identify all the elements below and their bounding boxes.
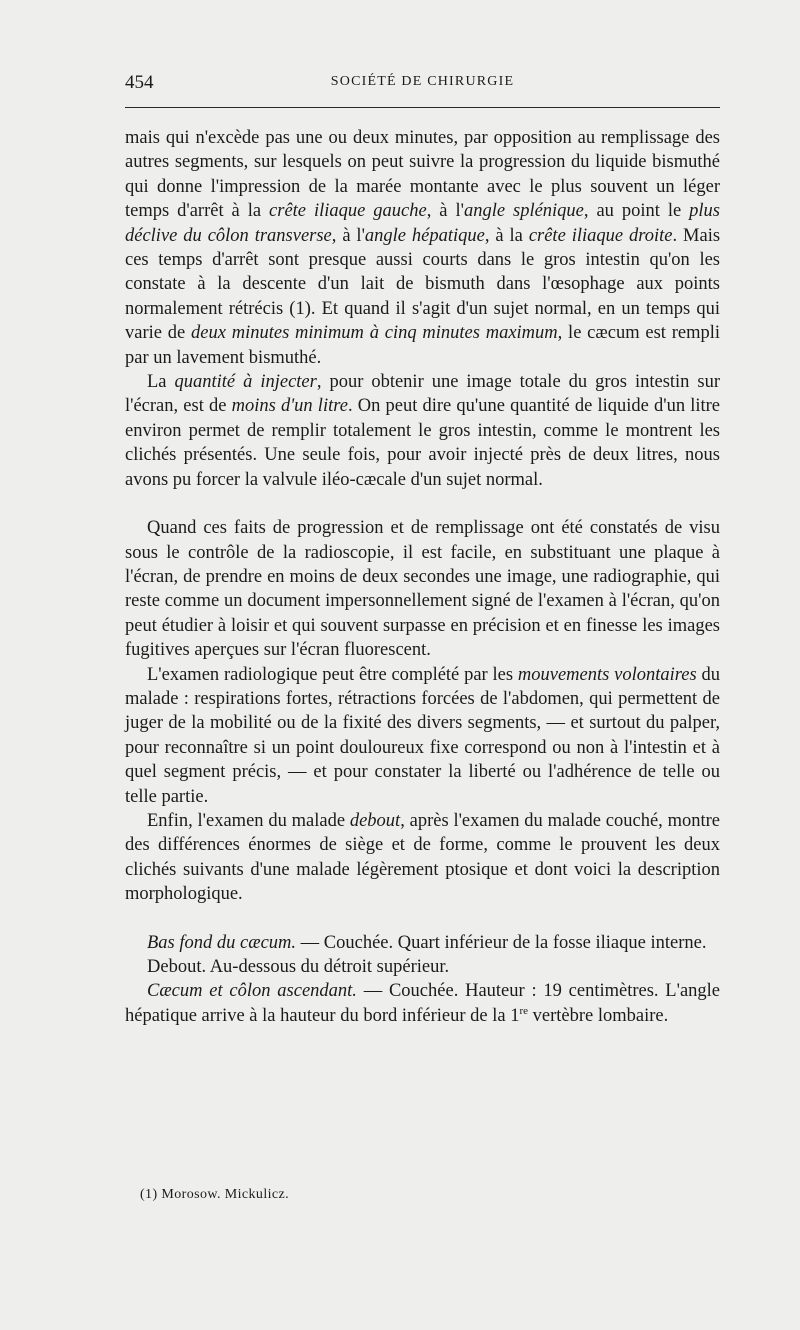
ordinal-suffix: re bbox=[519, 1004, 529, 1017]
text-span: , le cæcum est rempli par un lavement bismuthé. bbox=[125, 323, 720, 368]
italic-heading: Bas fond du cæcum. bbox=[147, 932, 297, 953]
running-title: SOCIÉTÉ DE CHIRURGIE bbox=[330, 74, 515, 89]
paragraph-7: Debout. Au-dessous du détroit supérieur. bbox=[147, 957, 450, 977]
paragraph-8 bbox=[125, 979, 720, 1028]
text-span: , à l' bbox=[426, 201, 464, 222]
text-span: mais qui n'excède pas une ou deux minutes, par opposition au remplissage des autres segments, sur lesquels on peut suivre la progression du liquide bismuthé qui donne l'impression de la marée montante avec le plus souvent un léger temps d'arrêt à la bbox=[125, 128, 720, 222]
text-span: . On peut dire qu'une quantité de liquide d'un litre environ permet de remplir totalement le gros intestin, comme le montrent les clichés présentés. Une seule fois, pour avoir injecté près de deux litres, nous avons pu forcer la valvule iléo-cæcale d'un sujet normal. bbox=[125, 396, 721, 490]
italic-term: deux minutes minimum à cinq minutes maximum bbox=[191, 323, 558, 344]
text-span: , à l' bbox=[331, 225, 365, 246]
text-span: — Couchée. Hauteur : 19 centimètres. L'angle hépatique arrive à la hauteur du bord inférieur de la bbox=[125, 981, 721, 1026]
paragraph-2 bbox=[125, 370, 720, 492]
italic-term: debout bbox=[349, 810, 401, 831]
text-span: Enfin, l'examen du malade bbox=[147, 810, 350, 831]
paragraph-5 bbox=[125, 809, 720, 907]
text-span: La bbox=[147, 372, 175, 393]
italic-term: crête iliaque droite bbox=[528, 225, 673, 246]
italic-term: mouvements volontaires bbox=[517, 664, 697, 685]
italic-term: angle splénique bbox=[463, 201, 584, 222]
text-span: . Mais ces temps d'arrêt sont presque aussi courts dans le gros intestin qu'on les constate à la descente d'un lait de bismuth dans l'œsophage aux points normalement rétrécis (1). Et quand il s'agit d'un sujet normal, en un temps qui varie de bbox=[125, 225, 721, 344]
italic-term: plus déclive du côlon transverse bbox=[125, 201, 720, 246]
paragraph-3: Quand ces faits de progression et de remplissage ont été constatés de visu sous le contrôle de la radioscopie, il est facile, en substituant une plaque à l'écran, de prendre en moins de deux secondes une image, une radiographie, qui reste comme un document impersonnellement signé de l'examen à l'écran, qu'on peut étudier à loisir et qui souvent surpasse en précision et en finesse les images fugitives aperçues sur l'écran fluorescent. bbox=[125, 518, 720, 661]
text-span: , après l'examen du malade couché, montre des différences énormes de siège et de forme, comme le prouvent les deux clichés suivants d'une malade légèrement ptosique et dont voici la description morphologique. bbox=[125, 810, 720, 905]
paragraph-6 bbox=[125, 931, 720, 955]
italic-term: quantité à injecter bbox=[174, 372, 317, 393]
text-span: , au point le bbox=[583, 201, 690, 222]
text-span: — Couchée. Quart inférieur de la fosse iliaque interne. bbox=[296, 932, 707, 953]
text-span: du malade : respirations fortes, rétractions forcées de l'abdomen, qui permettent de juger de la mobilité ou de la fixité des divers segments, — et surtout du palper, pour reconnaître si un point douloureux fixe correspond ou non à l'intestin et à quel segment précis, — et pour constater la liberté ou l'adhérence de telle ou telle partie. bbox=[125, 664, 720, 807]
page-header bbox=[125, 72, 720, 98]
paragraph-4 bbox=[125, 663, 720, 809]
italic-heading: Cæcum et côlon ascendant. bbox=[147, 981, 357, 1002]
text-span: , à la bbox=[484, 225, 529, 246]
text-span: L'examen radiologique peut être complété par les bbox=[147, 664, 518, 685]
page-number: 454 bbox=[125, 72, 154, 93]
italic-term: moins d'un litre bbox=[231, 396, 348, 417]
text-span: , pour obtenir une image totale du gros intestin sur l'écran, est de bbox=[125, 372, 721, 417]
paragraph-1 bbox=[125, 126, 720, 370]
header-rule bbox=[125, 107, 720, 108]
footnote: (1) Morosow. Mickulicz. bbox=[140, 1187, 290, 1202]
italic-term: angle hépatique bbox=[364, 225, 485, 246]
ordinal-number: 1 bbox=[510, 1005, 520, 1026]
italic-term: crête iliaque gauche bbox=[269, 201, 427, 222]
text-span: vertèbre lombaire. bbox=[528, 1005, 669, 1026]
body-text bbox=[125, 126, 720, 1028]
